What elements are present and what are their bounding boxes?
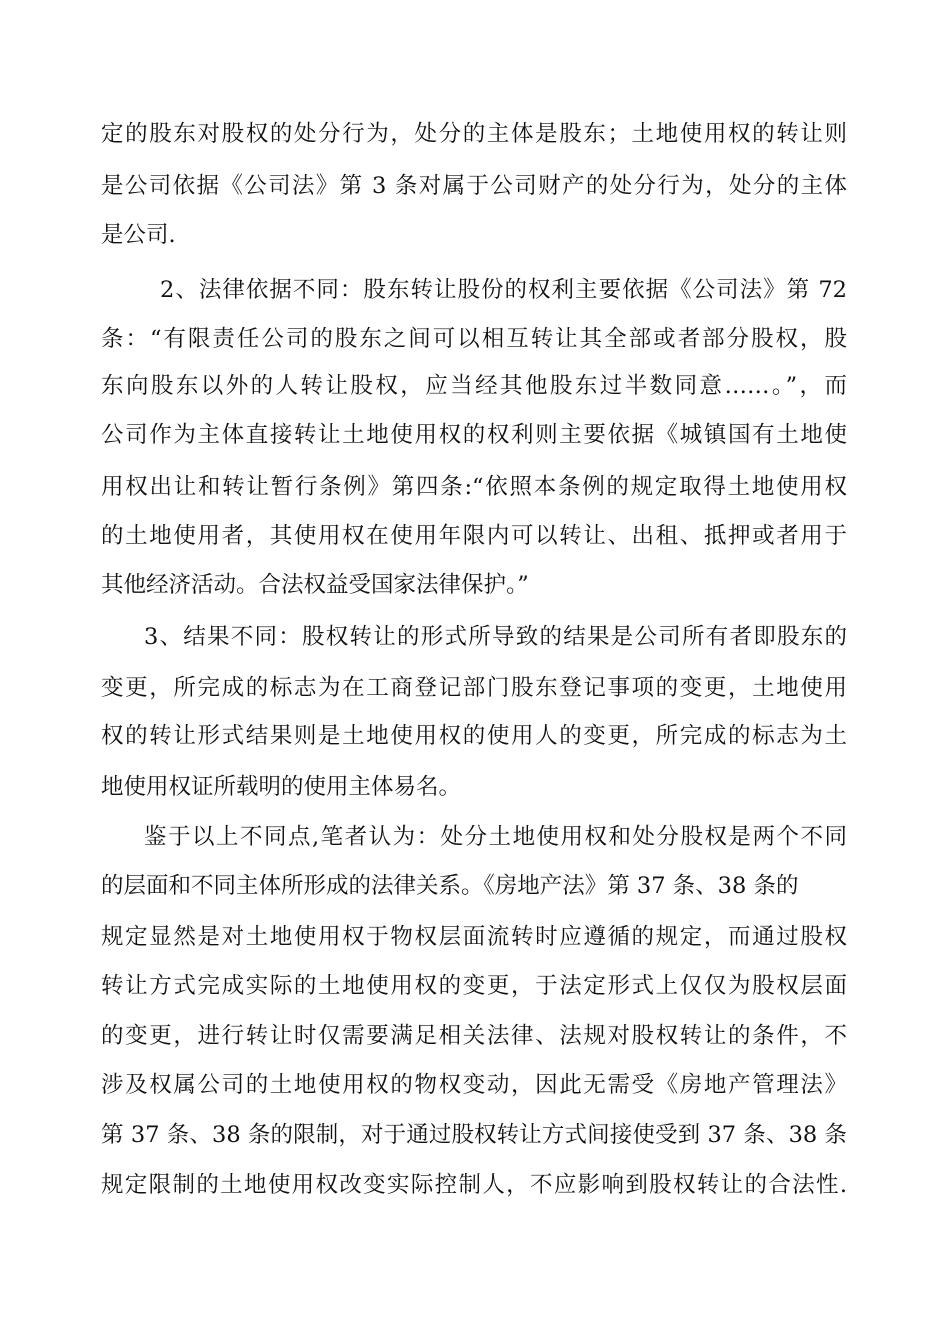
paragraph-1-line-1: 定的股东对股权的处分行为，处分的主体是股东；土地使用权的转让则 (101, 121, 847, 147)
paragraph-4-line-6: 涉及权属公司的土地使用权的物权变动，因此无需受《房地产管理法》 (101, 1072, 847, 1098)
paragraph-4-line-8: 规定限制的土地使用权改变实际控制人，不应影响到股权转让的合法性. (101, 1172, 847, 1198)
paragraph-4-line-5: 的变更，进行转让时仅需要满足相关法律、法规对股权转让的条件，不 (101, 1023, 847, 1049)
paragraph-4-line-3: 规定显然是对土地使用权于物权层面流转时应遵循的规定，而通过股权 (101, 924, 847, 950)
paragraph-2-line-4: 公司作为主体直接转让土地使用权的权利则主要依据《城镇国有土地使 (101, 422, 847, 448)
paragraph-2-line-7: 其他经济活动。合法权益受国家法律保护。” (101, 572, 529, 598)
paragraph-2-line-6: 的土地使用者，其使用权在使用年限内可以转让、出租、抵押或者用于 (101, 523, 847, 549)
paragraph-2-line-2: 条：“有限责任公司的股东之间可以相互转让其全部或者部分股权，股 (101, 326, 847, 352)
paragraph-1-line-2: 是公司依据《公司法》第 3 条对属于公司财产的处分行为，处分的主体 (101, 173, 847, 199)
paragraph-4-line-4: 转让方式完成实际的土地使用权的变更，于法定形式上仅仅为股权层面 (101, 973, 847, 999)
paragraph-2-line-3: 东向股东以外的人转让股权，应当经其他股东过半数同意……。”，而 (101, 373, 847, 399)
paragraph-3-line-4: 地使用权证所载明的使用主体易名。 (101, 774, 462, 800)
paragraph-4-line-7: 第 37 条、38 条的限制，对于通过股权转让方式间接使受到 37 条、38 条 (101, 1122, 847, 1148)
paragraph-3-line-1: 3、结果不同：股权转让的形式所导致的结果是公司所有者即股东的 (144, 624, 847, 650)
paragraph-3-line-2: 变更，所完成的标志为在工商登记部门股东登记事项的变更，土地使用 (101, 675, 847, 701)
paragraph-3-line-3: 权的转让形式结果则是土地使用权的使用人的变更，所完成的标志为土 (101, 723, 847, 749)
paragraph-4-line-1: 鉴于以上不同点,笔者认为：处分土地使用权和处分股权是两个不同 (144, 824, 847, 850)
paragraph-4-line-2: 的层面和不同主体所形成的法律关系。《房地产法》第 37 条、38 条的 (101, 873, 799, 899)
paragraph-1-line-3: 是公司. (101, 222, 176, 248)
paragraph-2-line-1: 2、法律依据不同：股东转让股份的权利主要依据《公司法》第 72 (160, 277, 847, 303)
paragraph-2-line-5: 用权出让和转让暂行条例》第四条:“依照本条例的规定取得土地使用权 (101, 474, 847, 500)
